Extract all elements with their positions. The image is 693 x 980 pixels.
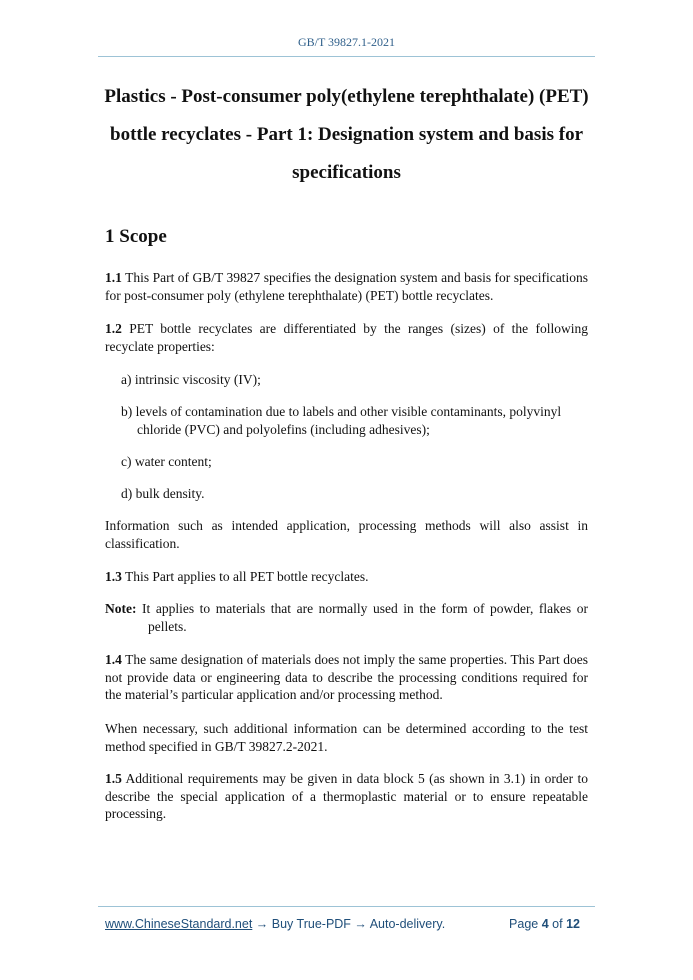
clause-1-3 [105,568,588,586]
clause-1-1 [105,269,588,304]
note-text: It applies to materials that are normally used in the form of powder, flakes or pellets. [136,601,588,634]
clause-1-5 [105,770,588,823]
info-paragraph: Information such as intended application, processing methods will also assist in classification. [105,518,588,551]
list-item: b) levels of contamination due to labels and other visible contaminants, polyvinyl chloride (PVC) and polyolefins (including adhesives); [121,404,562,437]
page-indicator [509,917,580,931]
note [105,600,588,635]
list-item: d) bulk density. [121,486,205,501]
page-label: Page [509,917,539,931]
of-label: of [552,917,563,931]
list-item: a) intrinsic viscosity (IV); [121,372,261,387]
clause-number: 1.1 [105,270,122,285]
clause-text: The same designation of materials does not imply the same properties. This Part does not provide data or engineering data to describe the processing conditions required for the material’s particular application and/or processing method. [105,652,588,702]
header-rule [98,56,595,57]
header-standard-code: GB/T 39827.1-2021 [297,35,396,49]
footer-site-link[interactable]: www.ChineseStandard.net [105,917,253,931]
clause-text: This Part applies to all PET bottle recyclates. [121,569,369,584]
clause-1-4 [105,651,588,704]
clause-1-2 [105,320,588,355]
additional-info-paragraph: When necessary, such additional information can be determined according to the test method specified in GB/T 39827.2-2021. [105,721,588,754]
document-title [100,78,593,192]
section-heading: 1 Scope [105,226,167,247]
footer [105,917,588,931]
clause-text: Additional requirements may be given in data block 5 (as shown in 3.1) in order to describe the special application of a thermoplastic material or to ensure repeatable processing. [105,771,588,821]
title-line-1: Plastics - Post-consumer poly(ethylene terephthalate) (PET) [104,86,589,107]
clause-number: 1.4 [105,652,122,667]
clause-text: PET bottle recyclates are differentiated by the ranges (sizes) of the following recyclate properties: [105,321,588,354]
list-item: c) water content; [121,454,212,469]
clause-number: 1.5 [105,771,122,786]
page-total: 12 [566,917,580,931]
title-line-2: bottle recyclates - Part 1: Designation system and basis for [110,124,583,145]
footer-rule [98,906,595,907]
note-label: Note: [105,601,137,616]
clause-text: This Part of GB/T 39827 specifies the designation system and basis for specifications for post-consumer poly (ethylene terephthalate) (PET) bottle recyclates. [105,270,588,303]
page-number: 4 [541,917,549,931]
footer-promo: → Buy True-PDF → Auto-delivery. [252,917,446,931]
clause-number: 1.3 [105,569,122,584]
clause-number: 1.2 [105,321,122,336]
title-line-3: specifications [292,162,401,183]
